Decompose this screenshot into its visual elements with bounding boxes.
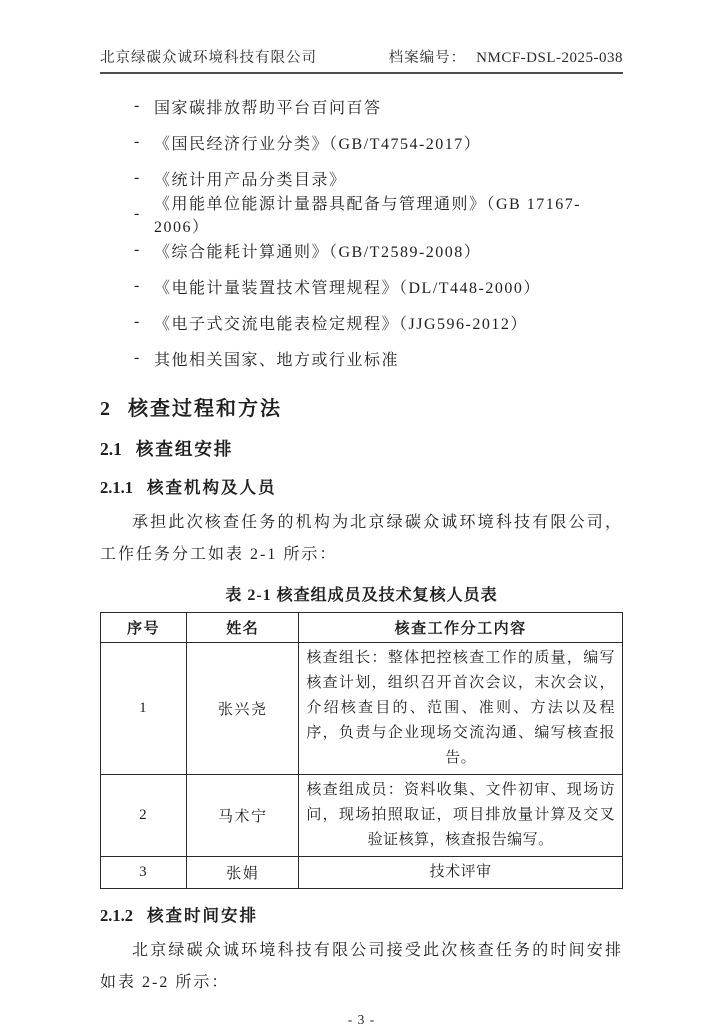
header-archive-number xyxy=(389,46,623,67)
running-header xyxy=(100,46,623,74)
dash-bullet: - xyxy=(134,169,141,186)
dash-bullet: - xyxy=(134,133,141,150)
archive-label: 档案编号： xyxy=(388,50,467,66)
cell-no: 3 xyxy=(101,857,187,889)
list-item xyxy=(100,124,623,160)
section-title: 核查组安排 xyxy=(135,439,234,459)
dash-bullet: - xyxy=(134,97,141,114)
body-paragraph: 承担此次核查任务的机构为北京绿碳众诚环境科技有限公司，工作任务分工如表 2-1 所示： xyxy=(100,514,623,563)
dash-bullet: - xyxy=(134,277,141,294)
cell-no: 2 xyxy=(101,775,187,857)
section-heading-2-1-2 xyxy=(100,902,623,926)
table-row xyxy=(101,857,623,889)
reference-text: 其他相关国家、地方或行业标准 xyxy=(154,351,400,369)
section-title: 核查时间安排 xyxy=(147,906,258,925)
reference-text: 《用能单位能源计量器具配备与管理通则》（GB 17167-2006） xyxy=(154,196,582,236)
reference-text: 《电子式交流电能表检定规程》（JJG596-2012） xyxy=(154,315,528,333)
column-header-no: 序号 xyxy=(101,613,187,643)
list-item xyxy=(100,88,623,124)
cell-duty: 核查组成员：资料收集、文件初审、现场访问，现场拍照取证，项目排放量计算及交叉验证核算，核查报告编写。 xyxy=(299,775,623,857)
archive-value: NMCF-DSL-2025-038 xyxy=(476,50,623,66)
reference-text: 《统计用产品分类目录》 xyxy=(154,171,347,189)
section-heading-2 xyxy=(100,392,623,421)
section-heading-2-1 xyxy=(100,436,623,461)
list-item xyxy=(100,232,623,268)
list-item xyxy=(100,268,623,304)
cell-name: 张娟 xyxy=(187,857,299,889)
table-row xyxy=(101,643,623,775)
column-header-name: 姓名 xyxy=(187,613,299,643)
reference-text: 《国民经济行业分类》（GB/T4754-2017） xyxy=(154,135,482,153)
body-paragraph: 北京绿碳众诚环境科技有限公司接受此次核查任务的时间安排如表 2-2 所示： xyxy=(100,942,623,991)
section-number: 2.1.2 xyxy=(100,906,133,925)
table-header-row xyxy=(101,613,623,643)
dash-bullet: - xyxy=(134,241,141,258)
dash-bullet: - xyxy=(134,349,141,366)
reference-text: 《综合能耗计算通则》（GB/T2589-2008） xyxy=(154,243,482,261)
column-header-duty: 核查工作分工内容 xyxy=(299,613,623,643)
list-item xyxy=(100,196,623,236)
section-title: 核查过程和方法 xyxy=(128,398,282,420)
cell-name: 马术宁 xyxy=(187,775,299,857)
table-caption: 表 2-1 核查组成员及技术复核人员表 xyxy=(225,587,498,604)
cell-duty: 技术评审 xyxy=(299,857,623,889)
section-number: 2 xyxy=(100,398,110,420)
dash-bullet: - xyxy=(134,313,141,330)
reference-list xyxy=(100,88,623,376)
header-company-name: 北京绿碳众诚环境科技有限公司 xyxy=(100,50,317,66)
reference-text: 《电能计量装置技术管理规程》（DL/T448-2000） xyxy=(154,279,541,297)
page-number: - 3 - xyxy=(347,1012,376,1024)
dash-bullet: - xyxy=(134,205,141,222)
cell-duty: 核查组长：整体把控核查工作的质量，编写核查计划，组织召开首次会议，末次会议，介绍核查目的、范围、准则、方法以及程序，负责与企业现场交流沟通、编写核查报告。 xyxy=(299,643,623,775)
cell-no: 1 xyxy=(101,643,187,775)
reference-text: 国家碳排放帮助平台百问百答 xyxy=(154,99,382,117)
cell-name: 张兴尧 xyxy=(187,643,299,775)
section-heading-2-1-1 xyxy=(100,474,623,498)
members-table xyxy=(100,612,623,889)
table-row xyxy=(101,775,623,857)
list-item xyxy=(100,304,623,340)
section-number: 2.1 xyxy=(100,439,122,459)
list-item xyxy=(100,340,623,376)
section-number: 2.1.1 xyxy=(100,478,133,497)
section-title: 核查机构及人员 xyxy=(147,478,277,497)
